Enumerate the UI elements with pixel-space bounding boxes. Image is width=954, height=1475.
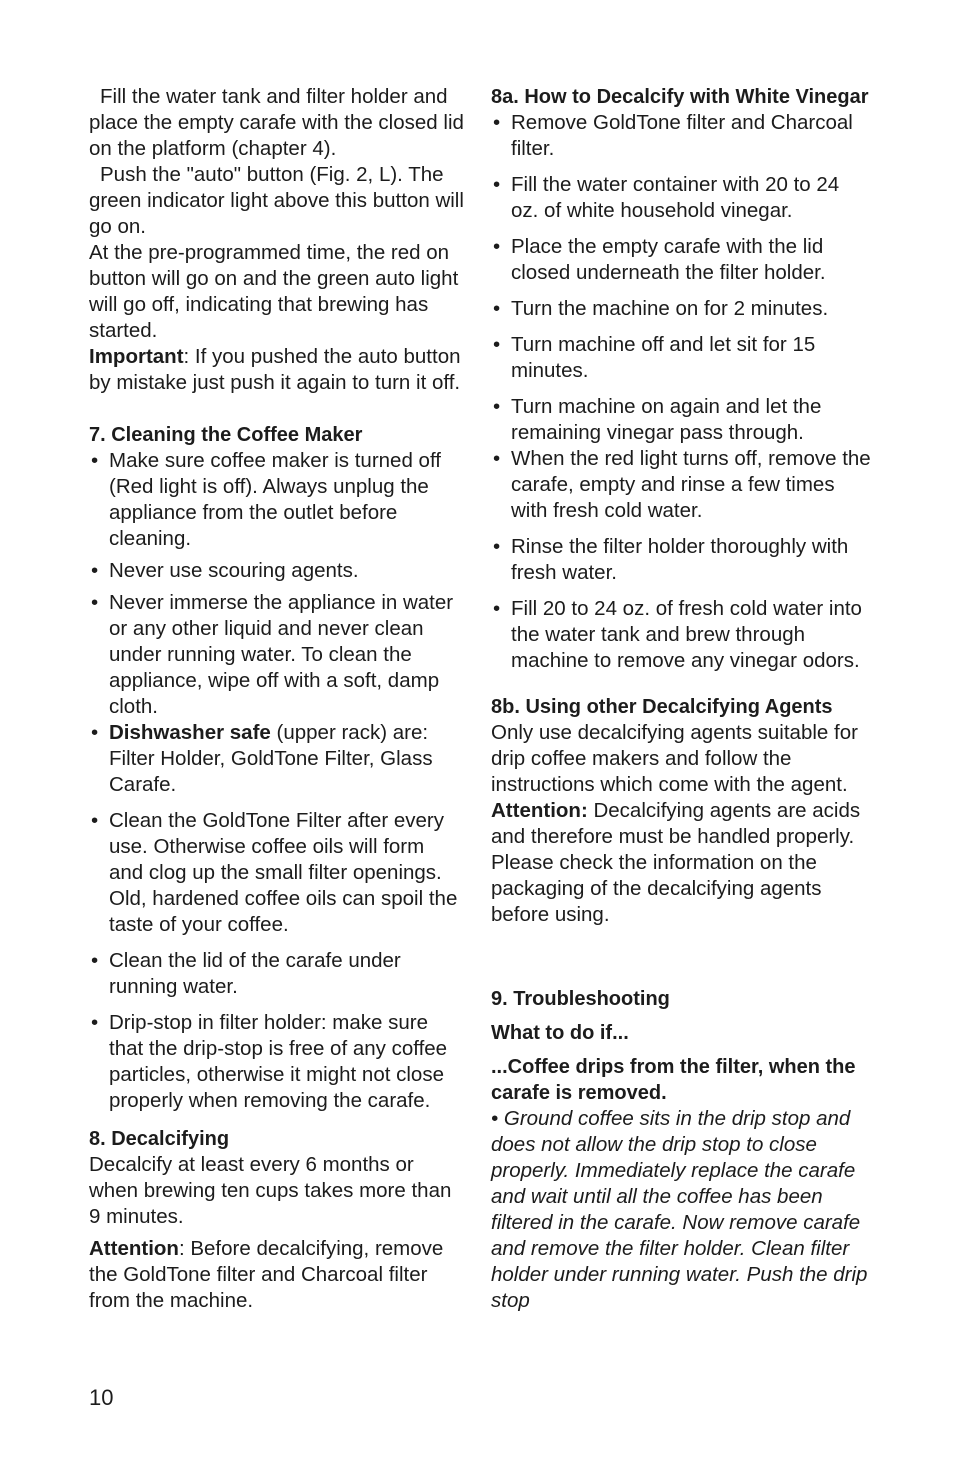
important-text: : If you pushed the auto button by mistake just push it again to turn it off. bbox=[89, 345, 461, 394]
list-item: • Drip-stop in filter holder: make sure that the drip-stop is free of any coffee particles, otherwise it might not close properly when removing the carafe. bbox=[89, 1010, 464, 1114]
paragraph-fill-tank: Fill the water tank and filter holder and place the empty carafe with the closed lid on the platform (chapter 4). bbox=[89, 85, 464, 160]
what-to-do-heading: What to do if... bbox=[491, 1022, 629, 1044]
list-item: • Turn machine off and let sit for 15 minutes. bbox=[491, 332, 871, 384]
left-column bbox=[89, 84, 464, 1314]
attention-label: Attention: bbox=[491, 799, 588, 822]
list-item: • Fill the water container with 20 to 24 oz. of white household vinegar. bbox=[491, 172, 871, 224]
list-item: • Make sure coffee maker is turned off (Red light is off). Always unplug the appliance from the outlet before cleaning. bbox=[89, 448, 464, 552]
right-column bbox=[491, 84, 871, 1314]
section-8a-title: 8a. How to Decalcify with White Vinegar bbox=[491, 86, 869, 108]
attention-text: Decalcifying agents are acids and therefore must be handled properly. Please check the information on the packaging of the decalcifying agents before using. bbox=[491, 799, 861, 926]
paragraph-push-auto: Push the "auto" button (Fig. 2, L). The green indicator light above this button will go on. bbox=[89, 163, 464, 238]
list-item: • Remove GoldTone filter and Charcoal filter. bbox=[491, 110, 871, 162]
list-item-dishwasher bbox=[89, 720, 464, 798]
list-item: • Place the empty carafe with the lid closed underneath the filter holder. bbox=[491, 234, 871, 286]
dishwasher-text: (upper rack) are: Filter Holder, GoldTone Filter, Glass Carafe. bbox=[109, 721, 433, 796]
list-item: • When the red light turns off, remove the carafe, empty and rinse a few times with fresh cold water. bbox=[491, 446, 871, 524]
list-item: • Turn machine on again and let the remaining vinegar pass through. bbox=[491, 394, 871, 446]
paragraph-attention-8b bbox=[491, 798, 871, 928]
section-7-title: 7. Cleaning the Coffee Maker bbox=[89, 424, 363, 446]
section-8a-list bbox=[491, 110, 871, 674]
page-number: 10 bbox=[89, 1385, 114, 1410]
paragraph-important bbox=[89, 344, 464, 396]
attention-label: Attention bbox=[89, 1237, 179, 1260]
list-item: • Clean the GoldTone Filter after every use. Otherwise coffee oils will form and clog up the small filter openings. Old, hardened coffee oils can spoil the taste of your coffee. bbox=[89, 808, 464, 938]
important-label: Important bbox=[89, 345, 184, 368]
list-item: • Turn the machine on for 2 minutes. bbox=[491, 296, 871, 322]
list-item: • Never use scouring agents. bbox=[89, 558, 464, 584]
section-8b-title: 8b. Using other Decalcifying Agents bbox=[491, 696, 833, 718]
dishwasher-label: Dishwasher safe bbox=[109, 721, 271, 744]
list-item: • Never immerse the appliance in water or any other liquid and never clean under running water. To clean the appliance, wipe off with a soft, damp cloth. bbox=[89, 590, 464, 720]
problem-text: • Ground coffee sits in the drip stop and does not allow the drip stop to close properly. Immediately replace the carafe and wait until all the coffee has been filtered in the carafe. Now remove carafe and remove the filter holder. Clean filter holder under running water. Push the drip stop bbox=[491, 1107, 868, 1312]
paragraph-attention bbox=[89, 1236, 464, 1314]
paragraph-preprogrammed: At the pre-programmed time, the red on button will go on and the green auto light will go off, indicating that brewing has started. bbox=[89, 241, 459, 342]
section-8b-text: Only use decalcifying agents suitable for drip coffee makers and follow the instructions which come with the agent. bbox=[491, 721, 858, 796]
list-item: • Clean the lid of the carafe under running water. bbox=[89, 948, 464, 1000]
list-item: • Rinse the filter holder thoroughly with fresh water. bbox=[491, 534, 871, 586]
section-8-text: Decalcify at least every 6 months or when brewing ten cups takes more than 9 minutes. bbox=[89, 1153, 452, 1228]
section-9-title: 9. Troubleshooting bbox=[491, 988, 670, 1010]
section-8-title: 8. Decalcifying bbox=[89, 1128, 230, 1150]
list-item: • Fill 20 to 24 oz. of fresh cold water into the water tank and brew through machine to remove any vinegar odors. bbox=[491, 596, 871, 674]
problem-title: ...Coffee drips from the filter, when the carafe is removed. bbox=[491, 1056, 856, 1104]
section-7-list bbox=[89, 448, 464, 1114]
attention-text: : Before decalcifying, remove the GoldTone filter and Charcoal filter from the machine. bbox=[89, 1237, 444, 1312]
